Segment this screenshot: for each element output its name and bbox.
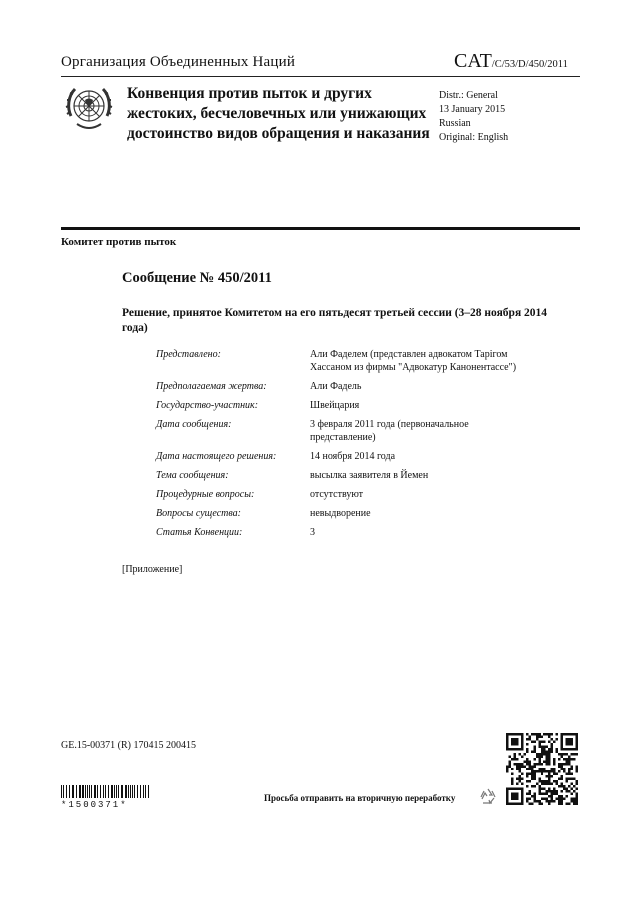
detail-row — [156, 399, 556, 412]
detail-label: Государство-участник: — [156, 400, 259, 411]
detail-value: отсутствуют — [310, 489, 364, 500]
detail-value: Али Фадель — [310, 381, 362, 392]
annex-note: [Приложение] — [122, 564, 183, 575]
decision-title: Решение, принятое Комитетом на его пятьдесят третьей сессии (3–28 ноября 2014 года) — [122, 307, 548, 334]
distribution-block — [439, 89, 508, 145]
detail-value: Швейцария — [310, 400, 360, 411]
detail-row — [156, 507, 556, 520]
barcode-number: *1500371* — [61, 800, 128, 810]
detail-label: Предполагаемая жертва: — [156, 381, 267, 392]
original-language: Original: English — [439, 132, 509, 143]
detail-row — [156, 418, 556, 444]
header-rule — [61, 76, 580, 77]
recycle-icon — [478, 787, 498, 805]
org-name: Организация Объединенных Наций — [61, 54, 296, 70]
detail-row — [156, 488, 556, 501]
detail-row — [156, 469, 556, 482]
symbol-main: CAT — [454, 50, 492, 72]
detail-row — [156, 348, 556, 374]
detail-row — [156, 526, 556, 539]
barcode — [61, 785, 151, 798]
detail-label: Дата сообщения: — [156, 419, 232, 430]
detail-value: 3 — [310, 527, 315, 538]
issue-date: 13 January 2015 — [439, 104, 506, 115]
detail-label: Дата настоящего решения: — [156, 451, 277, 462]
committee-name: Комитет против пыток — [61, 236, 177, 248]
un-emblem-icon — [63, 82, 115, 134]
qr-code-icon — [506, 733, 578, 805]
document-symbol — [454, 50, 568, 73]
recycle-text: Просьба отправить на вторичную переработку — [264, 793, 456, 803]
convention-title: Конвенция против пыток и других жестоких, бесчеловечных или унижающих достоинство видов обращения и наказания — [127, 85, 430, 142]
detail-value: невыдворение — [310, 508, 371, 519]
detail-label: Тема сообщения: — [156, 470, 229, 481]
symbol-suffix: /C/53/D/450/2011 — [491, 59, 568, 70]
detail-row — [156, 450, 556, 463]
distr-line: Distr.: General — [439, 90, 498, 101]
detail-value: Али Фаделем (представлен адвокатом Тарігом Хассаном из фирмы "Адвокатур Канонентассе") — [310, 349, 517, 373]
communication-title: Сообщение № 450/2011 — [122, 270, 272, 286]
detail-label: Статья Конвенции: — [156, 527, 243, 538]
detail-row — [156, 380, 556, 393]
detail-value: 14 ноября 2014 года — [310, 451, 396, 462]
title-rule — [61, 227, 580, 230]
details-table — [156, 348, 556, 545]
detail-value: высылка заявителя в Йемен — [310, 470, 429, 481]
detail-value: 3 февраля 2011 года (первоначальное представление) — [310, 419, 469, 443]
detail-label: Вопросы существа: — [156, 508, 241, 519]
detail-label: Представлено: — [156, 349, 221, 360]
detail-label: Процедурные вопросы: — [156, 489, 255, 500]
language: Russian — [439, 118, 471, 129]
document-number: GE.15-00371 (R) 170415 200415 — [61, 740, 196, 751]
